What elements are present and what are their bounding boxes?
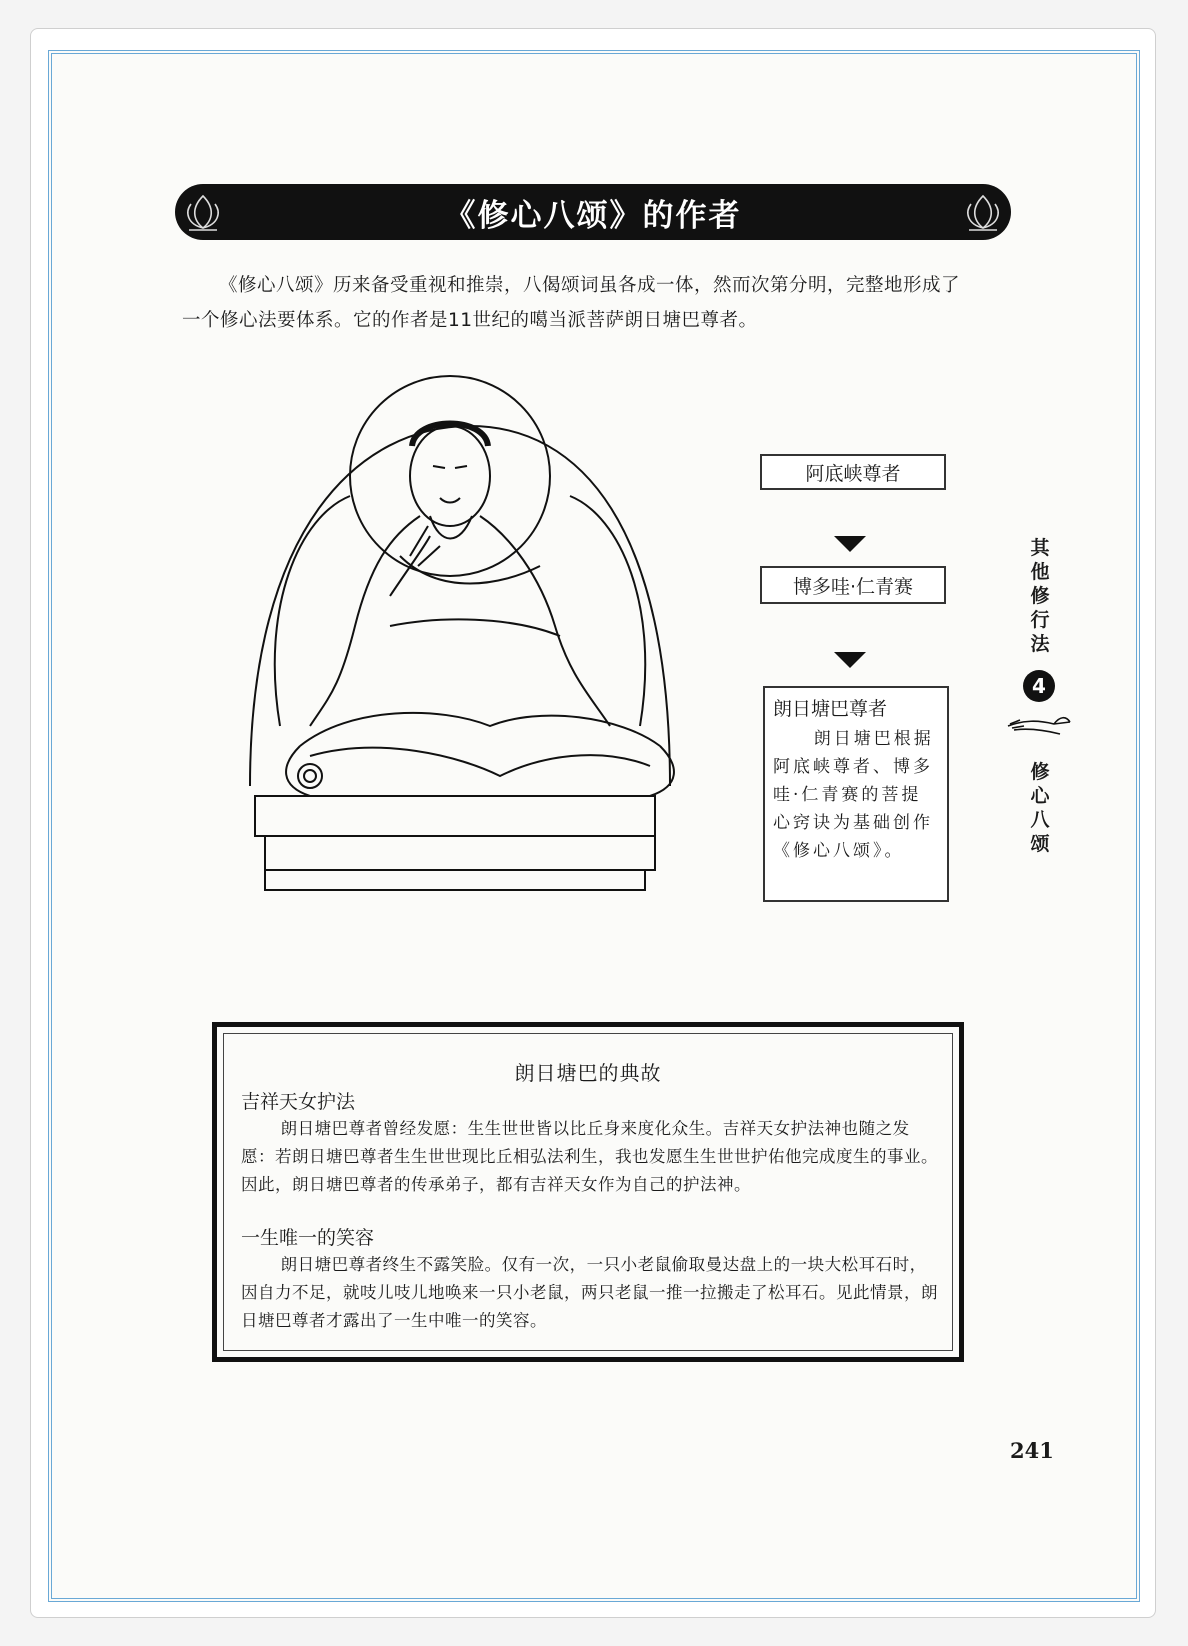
story-paragraph-1: 朗日塘巴尊者曾经发愿：生生世世皆以比丘身来度化众生。吉祥天女护法神也随之发愿：若朗日塘巴尊者生生世世现比丘相弘法利生，我也发愿生生世世护佑他完成度生的事业。因此，朗日塘巴尊者的传承弟子，都有吉祥天女作为自己的护法神。: [241, 1119, 938, 1194]
story-heading-1: 吉祥天女护法: [241, 1091, 356, 1113]
lineage-label: 博多哇·仁青赛: [792, 575, 914, 598]
story-heading-2: 一生唯一的笑容: [241, 1227, 375, 1249]
lineage-box-potowa: [760, 566, 946, 604]
page-number: 241: [1010, 1438, 1054, 1463]
intro-paragraph: 《修心八颂》历来备受重视和推崇，八偈颂词虽各成一体，然而次第分明，完整地形成了一个修心法要体系。它的作者是11世纪的噶当派菩萨朗日塘巴尊者。: [182, 275, 961, 331]
lineage-box-body: 朗日塘巴根据阿底峡尊者、博多哇·仁青赛的菩提心窍诀为基础创作《修心八颂》。: [773, 729, 934, 861]
lineage-box-langri-tangpa: [763, 686, 949, 902]
lotus-ornament-icon: [961, 190, 1005, 234]
down-arrow-icon: [830, 648, 870, 670]
story-paragraph-2: 朗日塘巴尊者终生不露笑脸。仅有一次，一只小老鼠偷取曼达盘上的一块大松耳石时，因自力不足，就吱儿吱儿地唤来一只小老鼠，两只老鼠一推一拉搬走了松耳石。见此情景，朗日塘巴尊者才露出了一生中唯一的笑容。: [241, 1255, 938, 1330]
lineage-box-title: 朗日塘巴尊者: [773, 698, 888, 720]
lineage-label: 阿底峡尊者: [805, 462, 901, 485]
lineage-box-atisha: [760, 454, 946, 490]
seated-master-illustration: [240, 366, 740, 946]
section-tab-label: 修心八颂: [1030, 761, 1050, 855]
chapter-tab-label: 其他修行法: [1030, 537, 1050, 655]
chapter-number-badge: 4: [1023, 670, 1055, 702]
story-title: 朗日塘巴的典故: [514, 1061, 662, 1085]
story-box: [212, 1022, 964, 1362]
title-banner: [175, 184, 1011, 240]
down-arrow-icon: [830, 532, 870, 554]
page-title: 《修心八颂》的作者: [444, 197, 742, 234]
hand-gesture-icon: [1004, 706, 1076, 746]
lotus-ornament-icon: [181, 190, 225, 234]
